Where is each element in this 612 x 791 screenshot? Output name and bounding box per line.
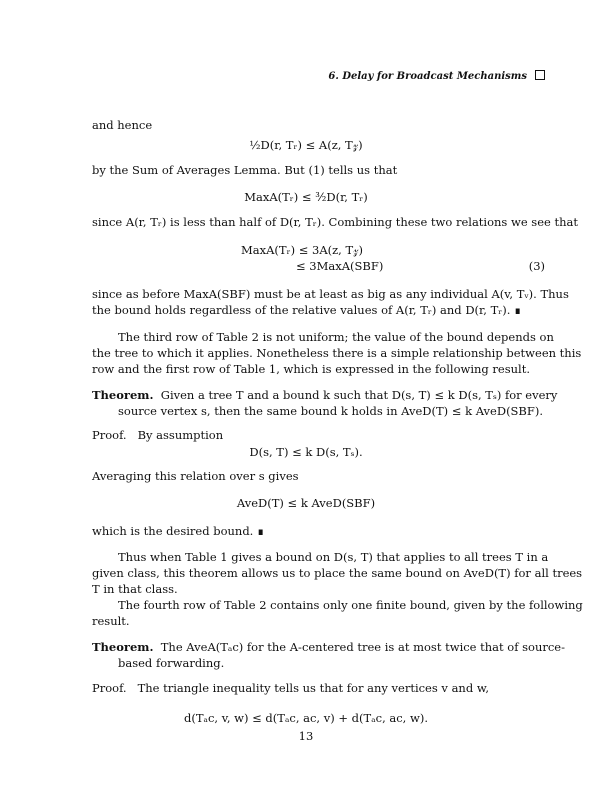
theorem-line: based forwarding. xyxy=(118,656,225,670)
text-line: by the Sum of Averages Lemma. But (1) tells us that xyxy=(92,163,398,177)
text-line: since A(r, Tᵣ) is less than half of D(r, Tᵣ). Combining these two relations we see that xyxy=(92,215,578,229)
equation: d(Tₐc, v, w) ≤ d(Tₐc, ac, v) + d(Tₐc, ac, w). xyxy=(184,711,428,725)
text-line: and hence xyxy=(92,118,153,132)
text-line: since as before MaxA(SBF) must be at least as big as any individual A(v, Tᵥ). Thus xyxy=(92,287,569,301)
theorem-line xyxy=(92,640,565,654)
end-box-icon xyxy=(535,70,545,80)
theorem-label: Theorem. xyxy=(92,640,154,654)
theorem-line: source vertex s, then the same bound k holds in AveD(T) ≤ k AveD(SBF). xyxy=(118,404,544,418)
page-number: 13 xyxy=(298,729,314,743)
text-line: The fourth row of Table 2 contains only one finite bound, given by the following xyxy=(118,598,583,612)
text-line: given class, this theorem allows us to place the same bound on AveD(T) for all trees xyxy=(92,566,583,580)
theorem-text: Given a tree T and a bound k such that D(s, T) ≤ k D(s, Tₛ) for every xyxy=(160,388,558,402)
proof-line xyxy=(92,428,223,442)
equation: MaxA(Tᵣ) ≤ ³⁄₂D(r, Tᵣ) xyxy=(244,190,368,204)
proof-text: The triangle inequality tells us that for any vertices v and w, xyxy=(137,681,489,695)
equation-number: (3) xyxy=(528,259,545,273)
theorem-label: Theorem. xyxy=(92,388,154,402)
text-line: result. xyxy=(92,614,130,628)
theorem-line xyxy=(92,388,557,402)
proof-label: Proof. xyxy=(92,681,127,695)
theorem-text: The AveA(Tₐc) for the A-centered tree is at most twice that of source- xyxy=(160,640,566,654)
text-line: which is the desired bound. ∎ xyxy=(92,524,265,538)
text-line: T in that class. xyxy=(92,582,178,596)
proof-label: Proof. xyxy=(92,428,127,442)
text-line: The third row of Table 2 is not uniform; the value of the bound depends on xyxy=(118,330,554,344)
running-header xyxy=(328,70,545,84)
text-line: Thus when Table 1 gives a bound on D(s, T) that applies to all trees T in a xyxy=(118,550,549,564)
equation: D(s, T) ≤ k D(s, Tₛ). xyxy=(249,445,363,459)
equation: MaxA(Tᵣ) ≤ 3A(z, T𝓏) xyxy=(241,243,363,257)
text-line: the bound holds regardless of the relative values of A(r, Tᵣ) and D(r, Tᵣ). ∎ xyxy=(92,303,522,317)
equation: ½D(r, Tᵣ) ≤ A(z, T𝓏) xyxy=(249,138,363,152)
equation: AveD(T) ≤ k AveD(SBF) xyxy=(236,496,376,510)
text-line: the tree to which it applies. Nonetheless there is a simple relationship between this xyxy=(92,346,582,360)
proof-line xyxy=(92,681,489,695)
text-line: Averaging this relation over s gives xyxy=(92,469,299,483)
proof-text: By assumption xyxy=(137,428,224,442)
equation: ≤ 3MaxA(SBF) xyxy=(296,259,384,273)
text-line: row and the first row of Table 1, which is expressed in the following result. xyxy=(92,362,530,376)
running-title: 6. Delay for Broadcast Mechanisms xyxy=(328,71,527,82)
